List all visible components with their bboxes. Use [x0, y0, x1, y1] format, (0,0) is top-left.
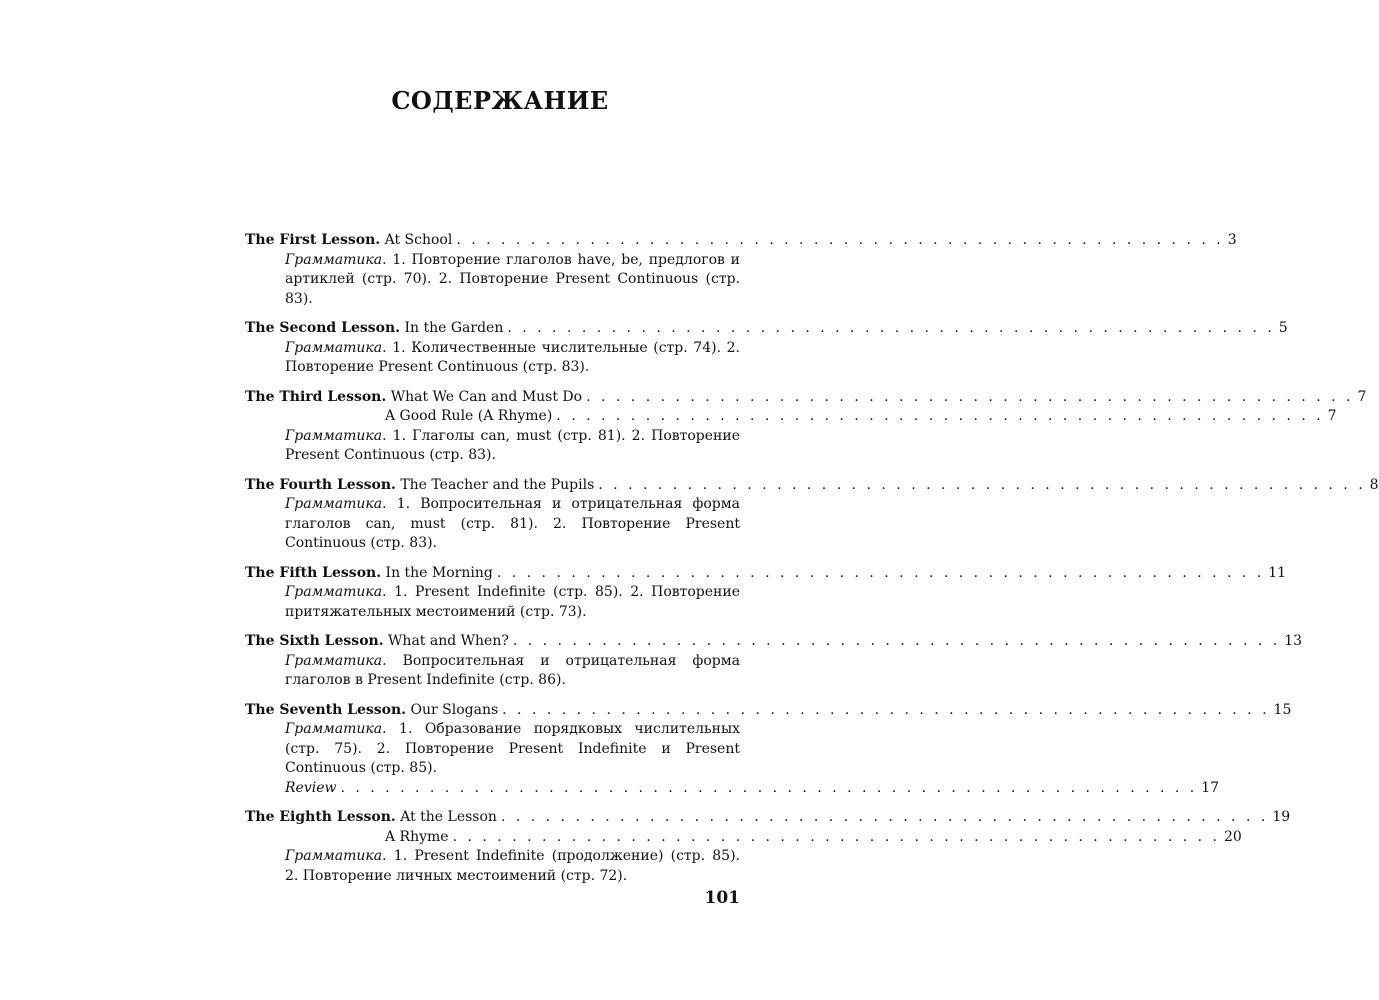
dot-leader: . . . . . . . . . . . . . . . . . . . . . . . . . . . . . . . . . . . . . . . . . . . . . . . . . . . . — [598, 476, 1366, 493]
grammar-text: Вопросительная и отрицательная форма глаголов в Present Indefinite (стр. 86). — [285, 652, 741, 688]
grammar-text: 1. Глаголы can, must (стр. 81). 2. Повторение Present Continuous (стр. 83). — [285, 427, 740, 463]
lesson-name: The First Lesson. — [245, 232, 381, 248]
grammar-label: Грамматика. — [285, 339, 387, 356]
sub-title: A Rhyme — [385, 828, 449, 845]
page-number: 7 — [1327, 408, 1337, 424]
grammar-text: 1. Повторение глаголов have, be, предлогов и артиклей (стр. 70). 2. Повторение Present Continuous (стр. 83). — [285, 251, 740, 307]
grammar-note — [245, 495, 740, 554]
toc-line[interactable] — [245, 564, 1287, 584]
lesson-title: What We Can and Must Do — [390, 388, 583, 405]
grammar-label: Грамматика. — [285, 584, 387, 600]
toc-entry-lesson-7 — [245, 701, 1292, 799]
grammar-label: Грамматика. — [285, 251, 387, 268]
review-label: Review — [285, 779, 337, 796]
lesson-name: The Sixth Lesson. — [245, 633, 384, 649]
lesson-title: At School — [384, 232, 453, 248]
toc-line[interactable] — [245, 476, 1379, 496]
toc-line[interactable] — [245, 319, 1288, 339]
grammar-label: Грамматика. — [285, 496, 387, 512]
dot-leader: . . . . . . . . . . . . . . . . . . . . . . . . . . . . . . . . . . . . . . . . . . . . . . . . . . . . — [556, 408, 1324, 424]
toc-entry-lesson-6 — [245, 632, 1303, 691]
dot-leader: . . . . . . . . . . . . . . . . . . . . . . . . . . . . . . . . . . . . . . . . . . . . . . . . . . . . . . . . . . — [340, 779, 1198, 796]
page-number: 15 — [1273, 701, 1292, 718]
grammar-note — [245, 847, 740, 886]
page-number: 11 — [1268, 564, 1287, 581]
grammar-note — [245, 652, 740, 691]
lesson-name: The Fourth Lesson. — [245, 476, 396, 493]
toc-line[interactable] — [245, 701, 1292, 721]
page-number: 17 — [1201, 779, 1220, 796]
page-number: 20 — [1223, 828, 1242, 845]
lesson-name: The Seventh Lesson. — [245, 701, 407, 718]
table-of-contents — [245, 231, 1379, 896]
grammar-note — [245, 583, 740, 622]
lesson-title: At the Lesson — [400, 809, 497, 825]
toc-entry-lesson-3 — [245, 388, 1367, 466]
grammar-text: 1. Present Indefinite (стр. 85). 2. Повторение притяжательных местоимений (стр. 73). — [285, 584, 740, 620]
toc-entry-lesson-1 — [245, 231, 1237, 309]
dot-leader: . . . . . . . . . . . . . . . . . . . . . . . . . . . . . . . . . . . . . . . . . . . . . . . . . . . . — [456, 232, 1224, 248]
page-number: 8 — [1369, 476, 1379, 493]
lesson-name: The Second Lesson. — [245, 320, 401, 336]
toc-entry-lesson-2 — [245, 319, 1288, 378]
lesson-title: Our Slogans — [410, 701, 499, 718]
grammar-text: 1. Вопросительная и отрицательная форма глаголов can, must (стр. 81). 2. Повторение Present Continuous (стр. 83). — [285, 496, 740, 551]
lesson-name: The Eighth Lesson. — [245, 809, 396, 825]
sub-title: A Good Rule (A Rhyme) — [385, 408, 553, 424]
toc-line[interactable] — [245, 808, 1291, 828]
grammar-text: 1. Образование порядковых числительных (стр. 75). 2. Повторение Present Indefinite и Present Continuous (стр. 85). — [285, 721, 740, 776]
lesson-name: The Third Lesson. — [245, 388, 387, 405]
lesson-title: In the Garden — [404, 320, 504, 336]
toc-subline[interactable] — [245, 407, 1337, 427]
toc-line[interactable] — [245, 231, 1237, 251]
grammar-note — [245, 720, 740, 779]
toc-entry-lesson-8 — [245, 808, 1291, 886]
page-footer-number: 101 — [704, 888, 740, 908]
toc-line[interactable] — [245, 632, 1303, 652]
toc-review-line[interactable] — [245, 779, 1220, 799]
toc-entry-lesson-4 — [245, 476, 1379, 554]
grammar-note — [245, 251, 740, 310]
dot-leader: . . . . . . . . . . . . . . . . . . . . . . . . . . . . . . . . . . . . . . . . . . . . . . . . . . . . — [502, 701, 1270, 718]
toc-entry-lesson-5 — [245, 564, 1287, 623]
page-number: 3 — [1227, 232, 1237, 248]
grammar-label: Грамматика. — [285, 848, 387, 864]
grammar-note — [245, 427, 740, 466]
toc-line[interactable] — [245, 388, 1367, 408]
grammar-note — [245, 339, 740, 378]
dot-leader: . . . . . . . . . . . . . . . . . . . . . . . . . . . . . . . . . . . . . . . . . . . . . . . . . . . . — [512, 633, 1281, 649]
dot-leader: . . . . . . . . . . . . . . . . . . . . . . . . . . . . . . . . . . . . . . . . . . . . . . . . . . . . — [507, 320, 1275, 336]
grammar-text: 1. Present Indefinite (продолжение) (стр. 85). 2. Повторение личных местоимений (стр. 72). — [285, 848, 740, 884]
dot-leader: . . . . . . . . . . . . . . . . . . . . . . . . . . . . . . . . . . . . . . . . . . . . . . . . . . . . — [496, 564, 1265, 581]
grammar-label: Грамматика. — [285, 721, 387, 737]
lesson-title: The Teacher and the Pupils — [400, 476, 595, 493]
grammar-label: Грамматика. — [285, 652, 387, 669]
page-number: 13 — [1284, 633, 1303, 649]
dot-leader: . . . . . . . . . . . . . . . . . . . . . . . . . . . . . . . . . . . . . . . . . . . . . . . . . . . . — [586, 388, 1354, 405]
toc-subline[interactable] — [245, 828, 1242, 848]
lesson-name: The Fifth Lesson. — [245, 564, 382, 581]
grammar-text: 1. Количественные числительные (стр. 74). 2. Повторение Present Continuous (стр. 83). — [285, 339, 741, 375]
page-number: 19 — [1272, 809, 1291, 825]
dot-leader: . . . . . . . . . . . . . . . . . . . . . . . . . . . . . . . . . . . . . . . . . . . . . . . . . . . . — [500, 809, 1269, 825]
page-number: 5 — [1278, 320, 1288, 336]
page-number: 7 — [1357, 388, 1367, 405]
lesson-title: What and When? — [388, 633, 509, 649]
page-title: СОДЕРЖАНИЕ — [391, 86, 609, 115]
dot-leader: . . . . . . . . . . . . . . . . . . . . . . . . . . . . . . . . . . . . . . . . . . . . . . . . . . . . — [452, 828, 1220, 845]
grammar-label: Грамматика. — [285, 427, 387, 444]
lesson-title: In the Morning — [385, 564, 493, 581]
